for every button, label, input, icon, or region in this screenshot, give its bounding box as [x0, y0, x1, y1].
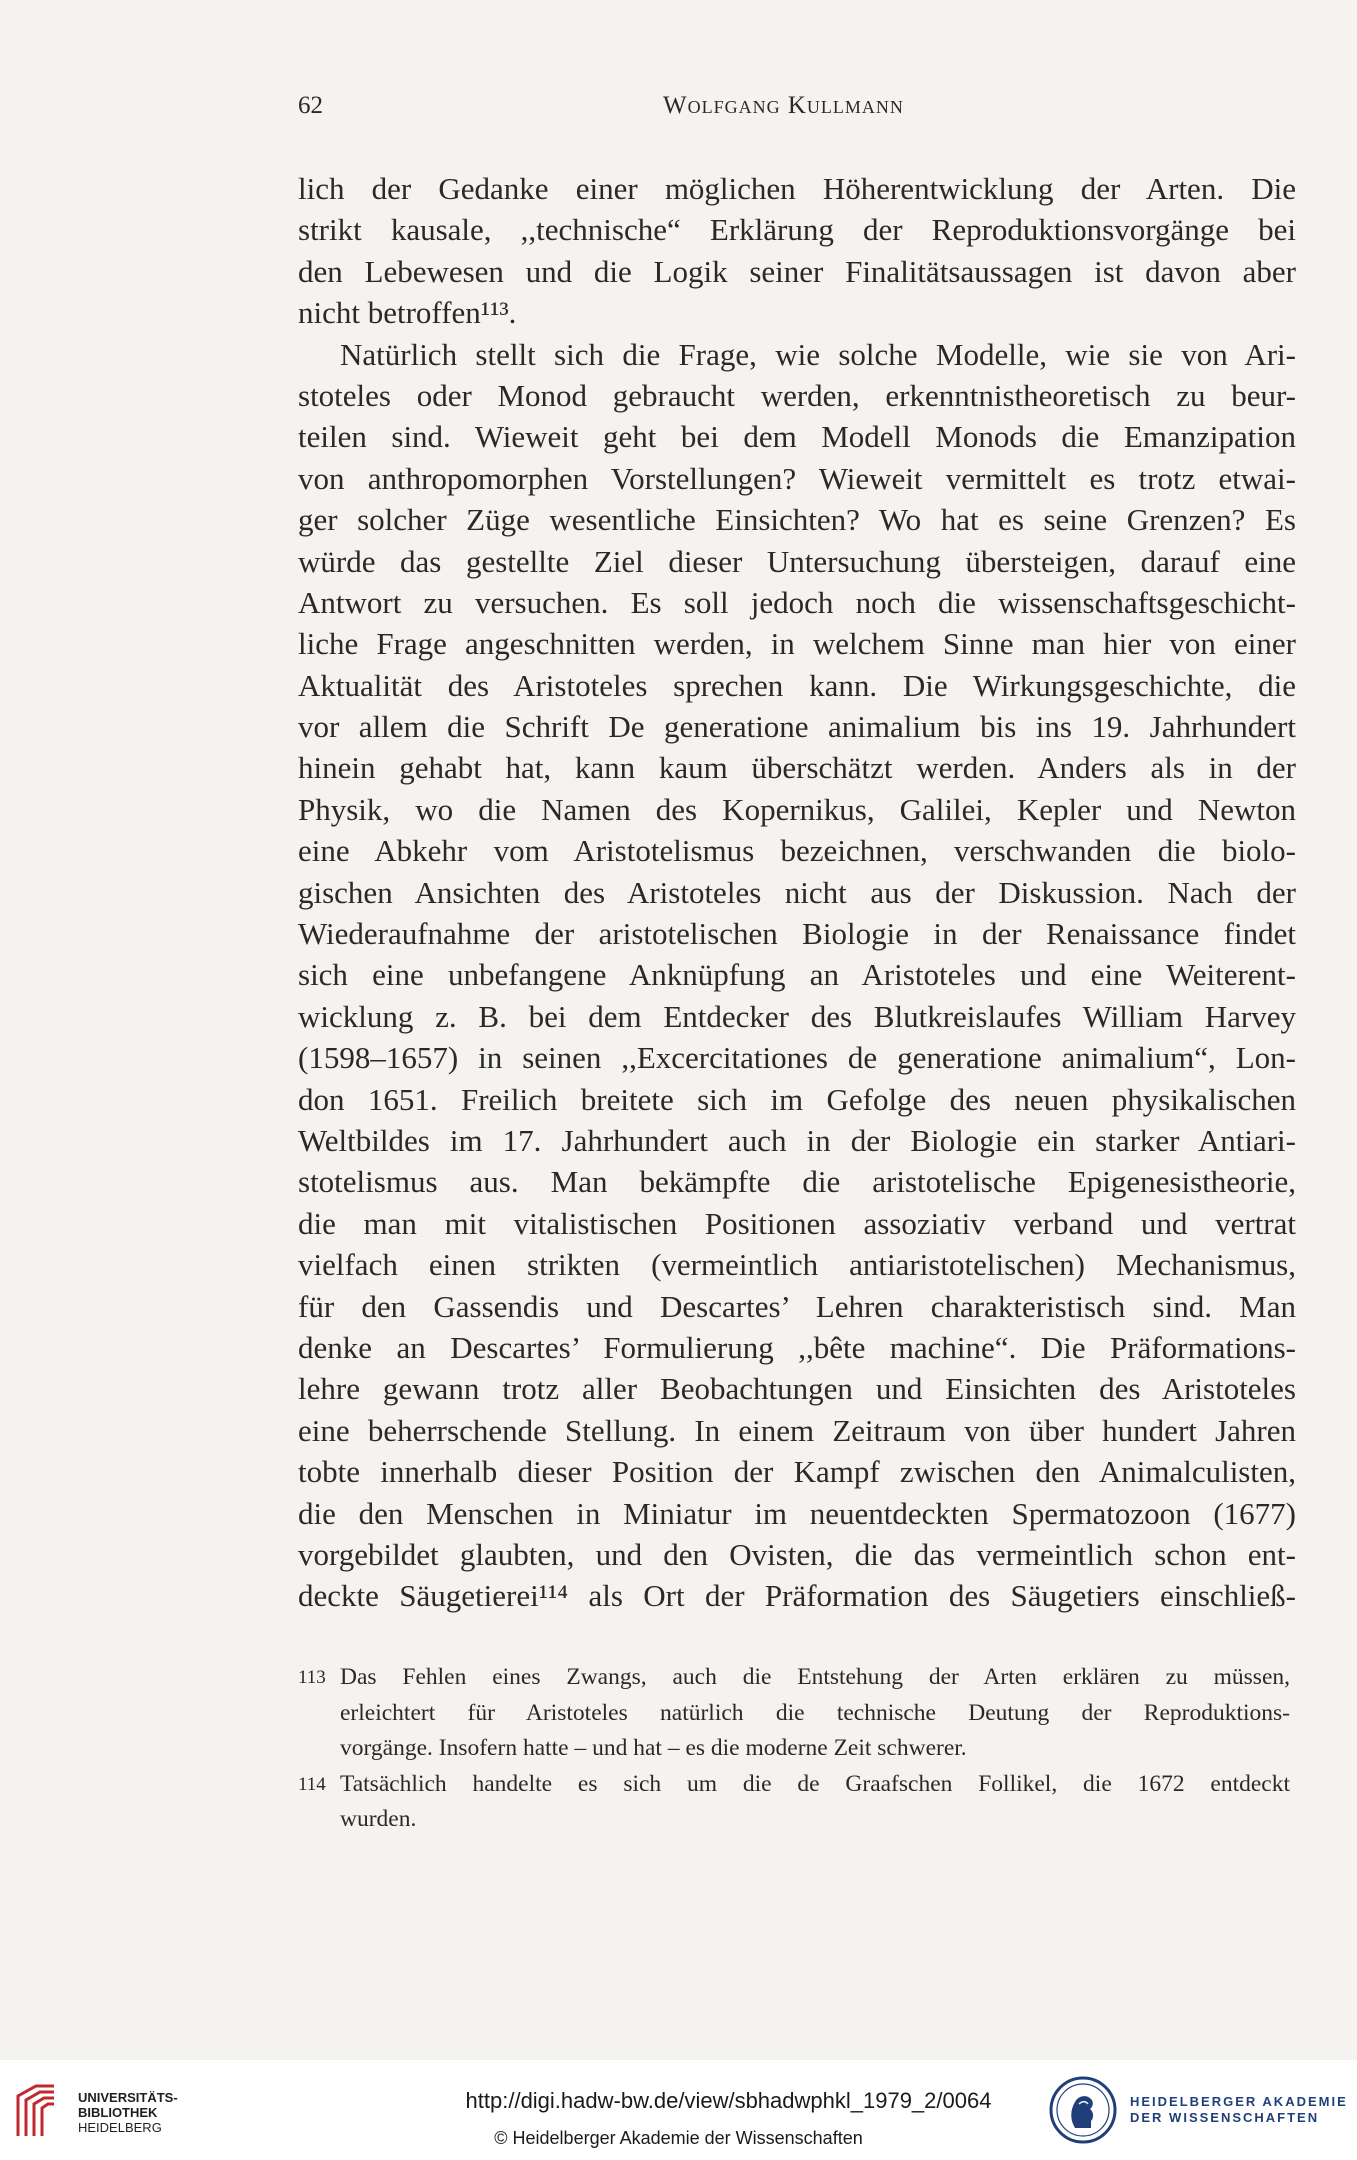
page-number: 62: [298, 92, 323, 119]
text-line: von anthropomorphen Vorstellungen? Wieweit vermittelt es trotz etwai-: [298, 460, 1296, 496]
footnote-line: [298, 1767, 1290, 1803]
academy-seal-icon: [1048, 2074, 1118, 2146]
text-line: für den Gassendis und Descartes’ Lehren charakteristisch sind. Man: [298, 1288, 1296, 1324]
text-line: nicht betroffen¹¹³.: [298, 295, 517, 331]
text-line: teilen sind. Wieweit geht bei dem Modell Monods die Emanzipation: [298, 419, 1296, 455]
library-name-line: HEIDELBERG: [78, 2120, 162, 2135]
text-line: (1598–1657) in seinen ,,Excercitationes de generatione animalium“, Lon-: [298, 1040, 1296, 1076]
text-line: denke an Descartes’ Formulierung ,,bête machine“. Die Präformations-: [298, 1329, 1296, 1365]
text-line: eine Abkehr vom Aristotelismus bezeichnen, verschwanden die biolo-: [298, 833, 1296, 869]
text-line: Wiederaufnahme der aristotelischen Biologie in der Renaissance findet: [298, 916, 1296, 952]
footnote-line: wurden.: [340, 1806, 417, 1832]
text-line: liche Frage angeschnitten werden, in welchem Sinne man hier von einer: [298, 626, 1296, 662]
permalink-url[interactable]: http://digi.hadw-bw.de/view/sbhadwphkl_1979_2/0064: [465, 2088, 992, 2113]
text-line: Natürlich stellt sich die Frage, wie solche Modelle, wie sie von Ari-: [340, 336, 1296, 372]
text-line: tobte innerhalb dieser Position der Kampf zwischen den Animalculisten,: [298, 1454, 1296, 1490]
text-line: don 1651. Freilich breitete sich im Gefolge des neuen physikalischen: [298, 1081, 1296, 1117]
text-line: stoteles oder Monod gebraucht werden, erkenntnistheoretisch zu beur-: [298, 377, 1296, 413]
footnote-text: Das Fehlen eines Zwangs, auch die Entstehung der Arten erklären zu müssen,: [340, 1664, 1290, 1690]
text-line: Weltbildes im 17. Jahrhundert auch in der Biologie ein starker Antiari-: [298, 1122, 1296, 1158]
main-text: [298, 168, 1296, 1617]
text-line: deckte Säugetierei¹¹⁴ als Ort der Präformation des Säugetiers einschließ-: [298, 1578, 1296, 1614]
text-line: strikt kausale, ,,technische“ Erklärung der Reproduktionsvorgänge bei: [298, 212, 1296, 248]
text-line: den Lebewesen und die Logik seiner Finalitätsaussagen ist davon aber: [298, 253, 1296, 289]
text-line: Physik, wo die Namen des Kopernikus, Galilei, Kepler und Newton: [298, 791, 1296, 827]
text-line: Antwort zu versuchen. Es soll jedoch noch die wissenschaftsgeschicht-: [298, 584, 1296, 620]
text-line: gischen Ansichten des Aristoteles nicht aus der Diskussion. Nach der: [298, 874, 1296, 910]
text-line: würde das gestellte Ziel dieser Untersuchung übersteigen, darauf eine: [298, 543, 1296, 579]
text-line: die man mit vitalistischen Positionen assoziativ verband und vertrat: [298, 1205, 1296, 1241]
academy-name: [1130, 2094, 1348, 2126]
text-line: hinein gehabt hat, kann kaum überschätzt werden. Anders als in der: [298, 750, 1296, 786]
footnote-number: 113: [298, 1667, 326, 1688]
footnotes: [298, 1660, 1290, 1838]
text-line: die den Menschen in Miniatur im neuentdeckten Spermatozoon (1677): [298, 1495, 1296, 1531]
text-line: wicklung z. B. bei dem Entdecker des Blutkreislaufes William Harvey: [298, 998, 1296, 1034]
footnote-line: vorgänge. Insofern hatte – und hat – es die moderne Zeit schwerer.: [340, 1735, 967, 1761]
text-line: ger solcher Züge wesentliche Einsichten? Wo hat es seine Grenzen? Es: [298, 502, 1296, 538]
text-line: vor allem die Schrift De generatione animalium bis ins 19. Jahrhundert: [298, 709, 1296, 745]
text-line: stotelismus aus. Man bekämpfte die aristotelische Epigenesistheorie,: [298, 1164, 1296, 1200]
footnote-line: erleichtert für Aristoteles natürlich die technische Deutung der Reproduktions-: [340, 1699, 1290, 1726]
text-line: sich eine unbefangene Anknüpfung an Aristoteles und eine Weiterent-: [298, 957, 1296, 993]
academy-name-line: DER WISSENSCHAFTEN: [1130, 2110, 1320, 2125]
text-line: eine beherrschende Stellung. In einem Zeitraum von über hundert Jahren: [298, 1412, 1296, 1448]
text-line: Aktualität des Aristoteles sprechen kann. Die Wirkungsgeschichte, die: [298, 667, 1296, 703]
page-header: [298, 92, 1290, 132]
academy-name-line: HEIDELBERGER AKADEMIE: [1130, 2094, 1348, 2109]
footer-bar: [0, 2060, 1357, 2160]
text-line: vorgebildet glaubten, und den Ovisten, die das vermeintlich schon ent-: [298, 1536, 1296, 1572]
running-head: Wolfgang Kullmann: [663, 92, 904, 119]
footnote-number: 114: [298, 1773, 326, 1795]
copyright-notice: © Heidelberger Akademie der Wissenschaften: [494, 2128, 863, 2148]
footnote-text: Tatsächlich handelte es sich um die de Graafschen Follikel, die 1672 entdeckt: [340, 1770, 1290, 1797]
library-name-line: BIBLIOTHEK: [78, 2105, 158, 2120]
text-line: lich der Gedanke einer möglichen Höherentwicklung der Arten. Die: [298, 171, 1296, 206]
footnote-line: [298, 1660, 1290, 1696]
library-name-line: UNIVERSITÄTS-: [78, 2090, 178, 2105]
text-line: lehre gewann trotz aller Beobachtungen und Einsichten des Aristoteles: [298, 1371, 1296, 1407]
text-line: vielfach einen strikten (vermeintlich antiaristotelischen) Mechanismus,: [298, 1247, 1296, 1283]
